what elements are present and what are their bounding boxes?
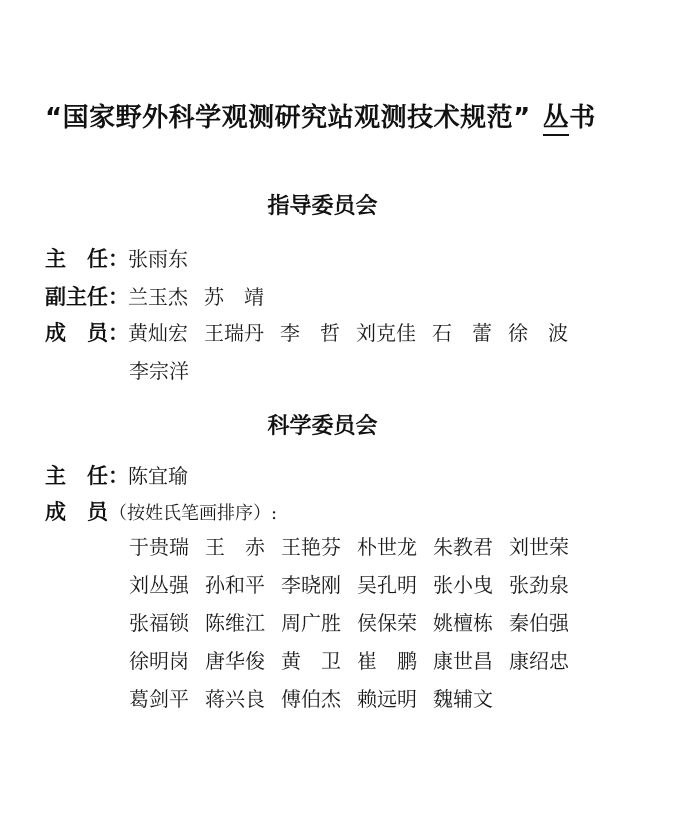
- steering-members-row: [45, 317, 584, 347]
- member-name: 王 赤: [205, 535, 265, 559]
- vice-chair-name: 兰玉杰: [128, 285, 188, 309]
- member-name: 王艳芬: [281, 535, 341, 559]
- science-members-row: [129, 607, 585, 636]
- series-title-quoted: “国家野外科学观测研究站观测技术规范”: [45, 103, 531, 133]
- vice-chair-label: 副主任：: [45, 285, 129, 309]
- member-name: 刘世荣: [509, 535, 569, 559]
- member-name: 侯保荣: [357, 611, 417, 635]
- member-name: 张小曳: [433, 573, 493, 597]
- member-name: 朴世龙: [357, 535, 417, 559]
- steering-committee-heading: 指导委员会: [267, 194, 378, 219]
- member-name: 李晓刚: [281, 573, 341, 597]
- chair-label: 主 任：: [45, 464, 129, 488]
- science-members-row: [129, 569, 585, 598]
- series-title: [45, 97, 596, 134]
- members-label: 成 员: [45, 500, 108, 524]
- member-name: 徐明岗: [129, 649, 189, 673]
- science-members-label-row: [45, 496, 277, 526]
- member-name: 秦伯强: [509, 611, 569, 635]
- member-name: 周广胜: [281, 611, 341, 635]
- member-name: 徐 波: [508, 321, 568, 345]
- member-name: 吴孔明: [357, 573, 417, 597]
- chair-name: 陈宜瑜: [128, 464, 188, 488]
- steering-chair-row: [45, 243, 188, 273]
- member-name: 李 哲: [280, 321, 340, 345]
- chair-label: 主 任：: [45, 247, 129, 271]
- member-name: 王瑞丹: [204, 321, 264, 345]
- vice-chair-name: 苏 靖: [204, 285, 264, 309]
- member-name: 蒋兴良: [205, 687, 265, 711]
- member-name: 姚檀栋: [433, 611, 493, 635]
- member-name: 孙和平: [205, 573, 265, 597]
- member-name: 李宗洋: [129, 359, 189, 383]
- member-name: 唐华俊: [205, 649, 265, 673]
- member-name: 葛剑平: [129, 687, 189, 711]
- member-name: 康绍忠: [509, 649, 569, 673]
- science-committee-heading: 科学委员会: [267, 414, 378, 439]
- member-name: 刘克佳: [356, 321, 416, 345]
- member-name: 黄灿宏: [128, 321, 188, 345]
- member-name: 傅伯杰: [281, 687, 341, 711]
- sort-order-note: （按姓氏笔画排序）:: [109, 503, 278, 524]
- science-members-row: [129, 683, 509, 712]
- member-name: 赖远明: [357, 687, 417, 711]
- member-name: 黄 卫: [281, 649, 341, 673]
- members-label: 成 员：: [45, 321, 129, 345]
- steering-vice-chair-row: [45, 281, 280, 311]
- series-title-suffix: 书: [569, 103, 596, 133]
- member-name: 刘丛强: [129, 573, 189, 597]
- science-members-row: [129, 645, 585, 674]
- science-members-row: [129, 531, 585, 560]
- member-name: 石 蕾: [432, 321, 492, 345]
- member-name: 张福锁: [129, 611, 189, 635]
- member-name: 魏辅文: [433, 687, 493, 711]
- member-name: 崔 鹏: [357, 649, 417, 673]
- member-name: 康世昌: [433, 649, 493, 673]
- member-name: 陈维江: [205, 611, 265, 635]
- science-chair-row: [45, 460, 188, 490]
- member-name: 张劲泉: [509, 573, 569, 597]
- steering-members-row-continued: [129, 355, 205, 384]
- chair-name: 张雨东: [128, 247, 188, 271]
- series-title-suffix-underlined: 丛: [543, 103, 570, 136]
- member-name: 朱教君: [433, 535, 493, 559]
- member-name: 于贵瑞: [129, 535, 189, 559]
